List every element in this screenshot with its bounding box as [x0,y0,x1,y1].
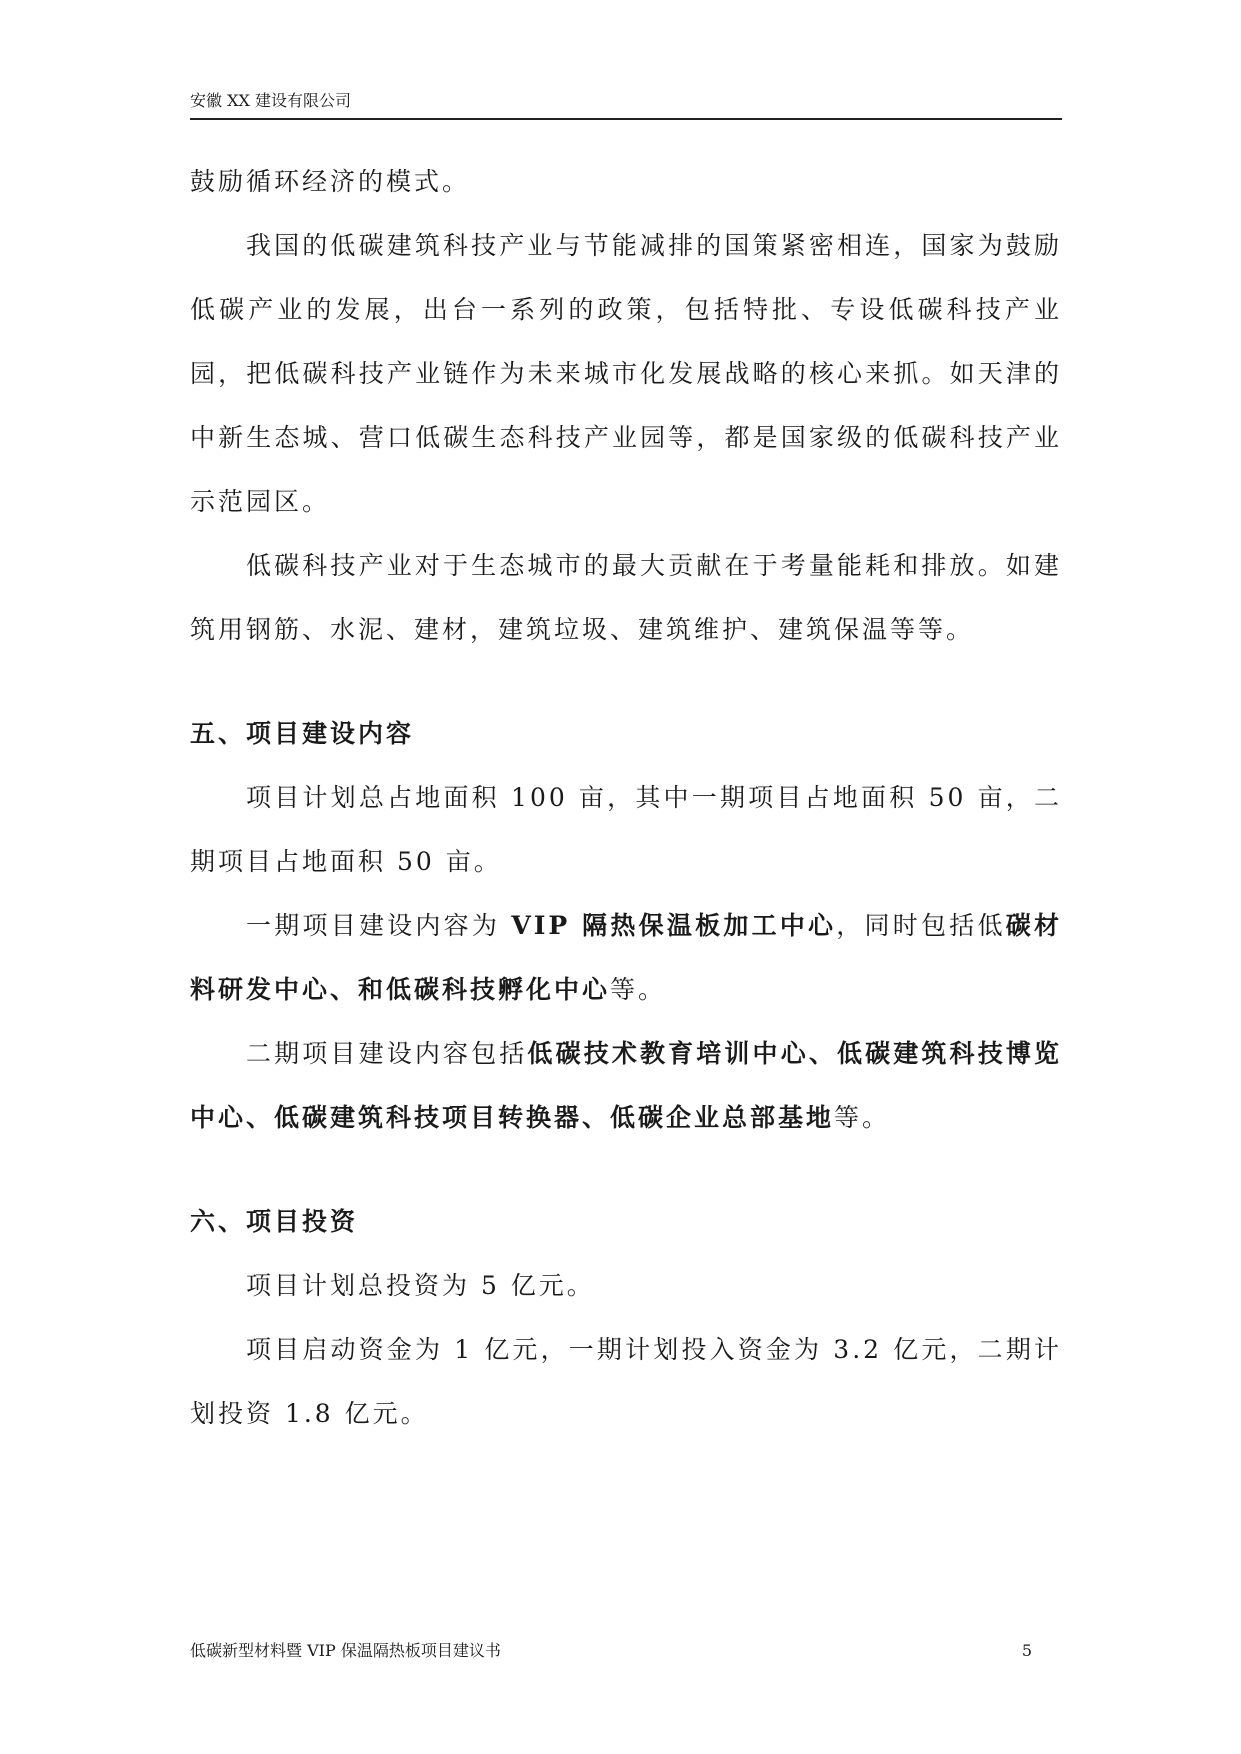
page-footer [190,1640,1062,1662]
paragraph-phase-two [190,1022,1062,1150]
phase-one-bold-research: 碳材料研发中心、和低碳科技孵化中心 [190,911,1062,1004]
document-body [190,150,1062,1446]
phase-two-prefix: 二期项目建设内容包括 [246,1039,528,1068]
page-number: 5 [1021,1641,1032,1660]
phase-two-bold-list: 低碳技术教育培训中心、低碳建筑科技博览中心、低碳建筑科技项目转换器、低碳企业总部基地 [190,1039,1062,1132]
section-heading-construction: 五、项目建设内容 [190,719,415,748]
paragraph-investment-breakdown: 项目启动资金为 1 亿元，一期计划投入资金为 3.2 亿元，二期计划投资 1.8 亿元。 [190,1335,1062,1428]
phase-two-suffix: 等。 [834,1103,891,1132]
paragraph-contribution: 低碳科技产业对于生态城市的最大贡献在于考量能耗和排放。如建筑用钢筋、水泥、建材，建筑垃圾、建筑维护、建筑保温等等。 [190,551,1062,644]
paragraph-continuation: 鼓励循环经济的模式。 [190,167,471,196]
phase-one-bold-center: VIP 隔热保温板加工中心 [511,911,837,940]
header-company-name: 安徽 XX 建设有限公司 [190,91,351,110]
paragraph-land-area: 项目计划总占地面积 100 亩，其中一期项目占地面积 50 亩，二期项目占地面积 50 亩。 [190,783,1062,876]
page-header [190,88,1062,120]
phase-one-prefix: 一期项目建设内容为 [246,911,512,940]
section-gap [190,1150,1062,1190]
section-gap [190,662,1062,702]
phase-one-suffix: 等。 [610,975,667,1004]
phase-one-mid: ，同时包括低 [836,911,1006,940]
paragraph-phase-one [190,894,1062,1022]
section-heading-investment: 六、项目投资 [190,1207,359,1236]
paragraph-policy: 我国的低碳建筑科技产业与节能减排的国策紧密相连，国家为鼓励低碳产业的发展，出台一系列的政策，包括特批、专设低碳科技产业园，把低碳科技产业链作为未来城市化发展战略的核心来抓。如天津的中新生态城、营口低碳生态科技产业园等，都是国家级的低碳科技产业示范园区。 [190,231,1062,516]
footer-document-title: 低碳新型材料暨 VIP 保温隔热板项目建议书 [190,1641,501,1660]
paragraph-total-investment: 项目计划总投资为 5 亿元。 [246,1271,595,1300]
